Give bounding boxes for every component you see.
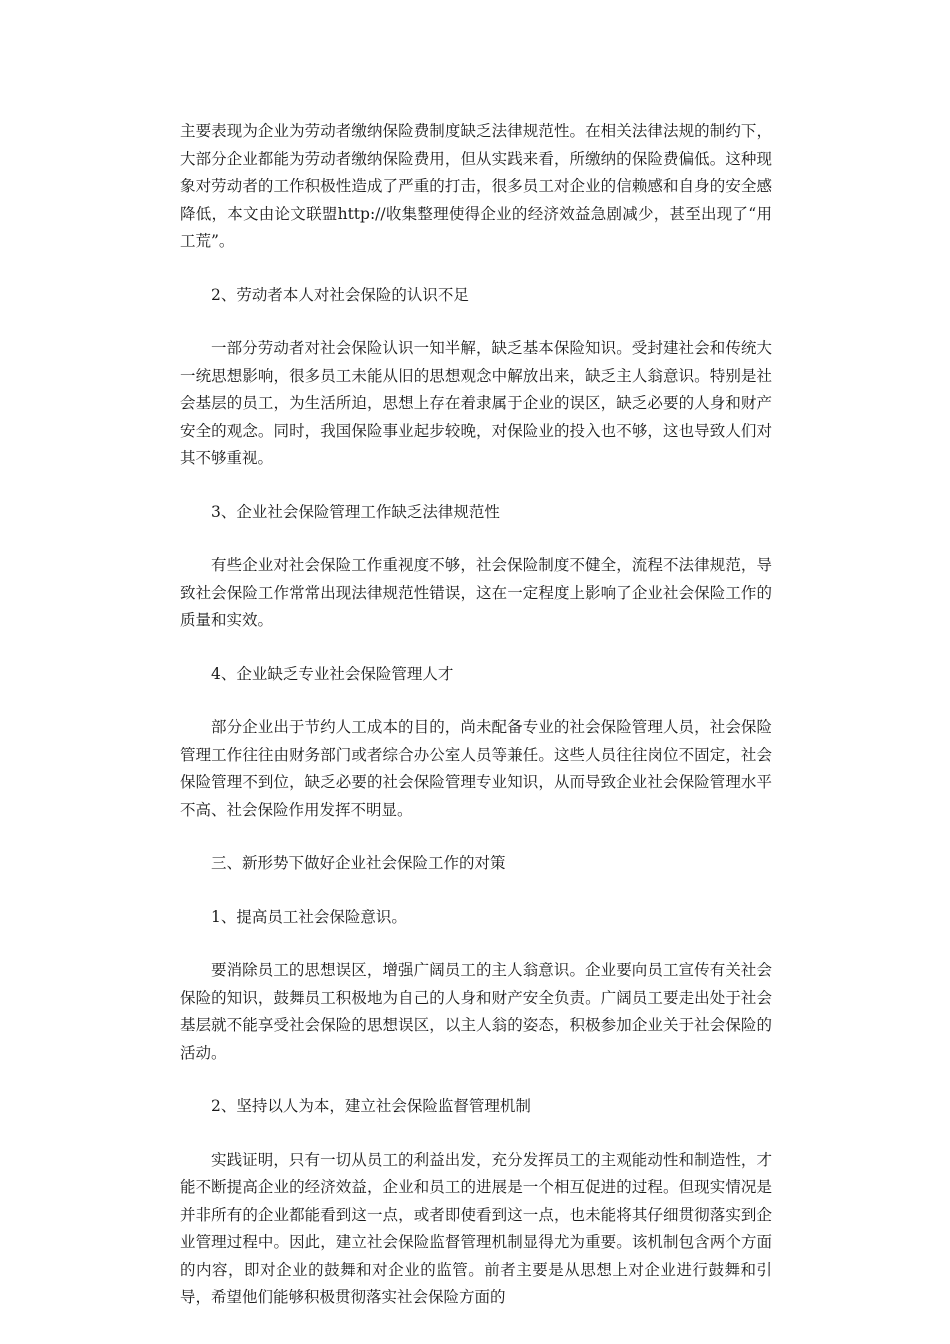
subsection-heading-1: 1、提高员工社会保险意识。 xyxy=(211,907,407,926)
chapter-heading-3: 三、新形势下做好企业社会保险工作的对策 xyxy=(211,854,506,872)
paragraph-talent: 部分企业出于节约人工成本的目的，尚未配备专业的社会保险管理人员，社会保险管理工作往往由财务部门或者综合办公室人员等兼任。这些人员往往岗位不固定，社会保险管理不到位，缺乏必要的社会保险管理专业知识，从而导致企业社会保险管理水平不高、社会保险作用发挥不明显。 xyxy=(180,718,772,819)
document-body xyxy=(180,118,772,1338)
paragraph-supervision: 实践证明，只有一切从员工的利益出发，充分发挥员工的主观能动性和制造性，才能不断提高企业的经济效益，企业和员工的进展是一个相互促进的过程。但现实情况是并非所有的企业都能看到这一点，或者即使看到这一点，也未能将其仔细贯彻落实到企业管理过程中。因此，建立社会保险监督管理机制显得尤为重要。该机制包含两个方面的内容，即对企业的鼓舞和对企业的监管。前者主要是从思想上对企业进行鼓舞和引导，希望他们能够积极贯彻落实社会保险方面的 xyxy=(180,1150,772,1306)
paragraph-awareness: 一部分劳动者对社会保险认识一知半解，缺乏基本保险知识。受封建社会和传统大一统思想影响，很多员工未能从旧的思想观念中解放出来，缺乏主人翁意识。特别是社会基层的员工，为生活所迫，思想上存在着隶属于企业的误区，缺乏必要的人身和财产安全的观念。同时，我国保险事业起步较晚，对保险业的投入也不够，这也导致人们对其不够重视。 xyxy=(180,339,772,467)
paragraph-legal-norms: 有些企业对社会保险工作重视度不够，社会保险制度不健全，流程不法律规范，导致社会保险工作常常出现法律规范性错误，这在一定程度上影响了企业社会保险工作的质量和实效。 xyxy=(180,556,772,629)
section-heading-2: 2、劳动者本人对社会保险的认识不足 xyxy=(211,285,469,304)
section-heading-3: 3、企业社会保险管理工作缺乏法律规范性 xyxy=(211,502,500,521)
paragraph-improve-awareness: 要消除员工的思想误区，增强广阔员工的主人翁意识。企业要向员工宣传有关社会保险的知识，鼓舞员工积极地为自己的人身和财产安全负责。广阔员工要走出处于社会基层就不能享受社会保险的思想误区，以主人翁的姿态，积极参加企业关于社会保险的活动。 xyxy=(180,961,772,1062)
intro-paragraph: 主要表现为企业为劳动者缴纳保险费制度缺乏法律规范性。在相关法律法规的制约下，大部分企业都能为劳动者缴纳保险费用，但从实践来看，所缴纳的保险费偏低。这种现象对劳动者的工作积极性造成了严重的打击，很多员工对企业的信赖感和自身的安全感降低，本文由论文联盟http://收集整理使得企业的经济效益急剧减少，甚至出现了“用工荒”。 xyxy=(180,122,772,250)
subsection-heading-2: 2、坚持以人为本，建立社会保险监督管理机制 xyxy=(211,1097,531,1115)
section-heading-4: 4、企业缺乏专业社会保险管理人才 xyxy=(211,664,454,683)
